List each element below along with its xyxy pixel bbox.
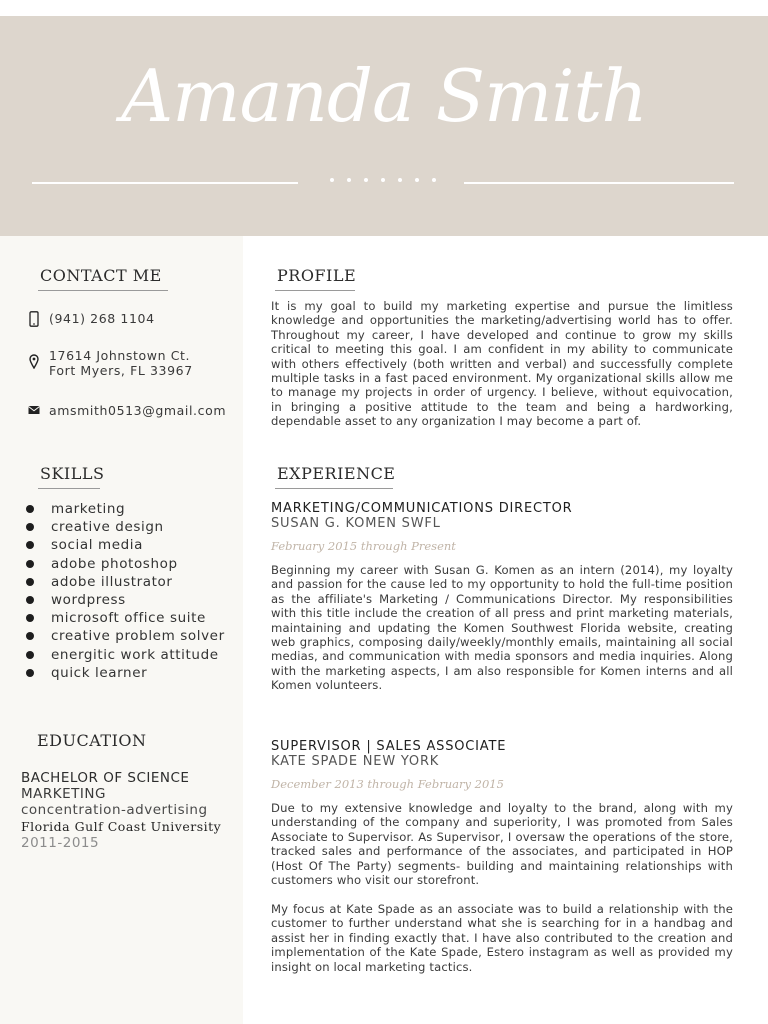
degree: BACHELOR OF SCIENCE <box>21 770 190 786</box>
skill-label: quick learner <box>51 664 148 681</box>
bullet <box>26 614 34 622</box>
concentration: concentration-advertising <box>21 802 208 818</box>
experience-heading-underline <box>275 488 393 489</box>
major: MARKETING <box>21 786 106 802</box>
dot <box>347 178 351 182</box>
dot <box>330 178 334 182</box>
skills-list <box>26 500 225 682</box>
skill-label: creative design <box>51 519 164 536</box>
header-dots <box>330 178 436 182</box>
dot <box>398 178 402 182</box>
bullet <box>26 596 34 604</box>
list-item <box>26 518 225 536</box>
resume-name: Amanda Smith <box>121 54 647 138</box>
contact-heading-underline <box>38 290 168 291</box>
contact-phone <box>27 311 155 331</box>
bullet <box>26 541 34 549</box>
skill-label: wordpress <box>51 592 126 609</box>
contact-address <box>27 348 193 378</box>
profile-paragraph: It is my goal to build my marketing expertise and pursue the limitless knowledge and opportunities the marketing/advertising world has to offer. Throughout my career, I have developed and continue to grow my skills critical to meeting this goal. I am confident in my ability to communicate with others effectively (both written and verbal) and successfully complete multiple tasks in a fast paced environment. My organizational skills allow me to manage my projects in order of urgency. I believe, without equivocation, in bringing a positive attitude to the team and being a hardworking, dependable asset to any organization I may become a part of. <box>271 299 733 429</box>
education-heading: EDUCATION <box>37 731 147 750</box>
email-address: amsmith0513@gmail.com <box>49 403 227 418</box>
list-item <box>26 500 225 518</box>
job-description: Due to my extensive knowledge and loyalty to the brand, along with my understanding of the company and superiority, I was promoted from Sales Associate to Supervisor. As Supervisor, I oversaw the operations of the store, tracked sales and performance of the associates, and participated in HOP (Host Of The Party) segments- building and maintaining relationships with customers who visit our storefront. <box>271 801 733 888</box>
list-item <box>26 536 225 554</box>
contact-heading: CONTACT ME <box>40 266 162 285</box>
skills-heading-underline <box>38 488 100 489</box>
education-block <box>21 770 236 851</box>
bullet <box>26 669 34 677</box>
dot <box>432 178 436 182</box>
skill-label: microsoft office suite <box>51 610 206 627</box>
bullet <box>26 523 34 531</box>
phone-icon <box>27 311 41 331</box>
list-item <box>26 573 225 591</box>
location-pin-icon <box>27 348 41 373</box>
education-years: 2011-2015 <box>21 835 100 851</box>
skill-label: energitic work attitude <box>51 646 219 663</box>
skill-label: adobe illustrator <box>51 573 173 590</box>
bullet <box>26 651 34 659</box>
school-name: Florida Gulf Coast University <box>21 819 222 834</box>
bullet <box>26 578 34 586</box>
bullet <box>26 632 34 640</box>
job-organization: KATE SPADE NEW YORK <box>271 754 440 769</box>
phone-number: (941) 268 1104 <box>49 311 155 326</box>
header-divider-right <box>464 182 734 184</box>
header-banner <box>0 16 768 236</box>
profile-heading: PROFILE <box>277 266 357 285</box>
job-organization: SUSAN G. KOMEN SWFL <box>271 516 441 531</box>
job-dates: February 2015 through Present <box>271 539 456 553</box>
job-description-continued: My focus at Kate Spade as an associate was to build a relationship with the customer to further understand what she is searching for in a handbag and assist her in finding exactly that. I have also contributed to the creation and implementation of the Kate Spade, Estero instagram as well as provided my insight on local marketing tactics. <box>271 902 733 974</box>
bullet <box>26 560 34 568</box>
list-item <box>26 591 225 609</box>
skill-label: adobe photoshop <box>51 555 178 572</box>
profile-heading-underline <box>275 290 355 291</box>
header-divider-left <box>32 182 298 184</box>
list-item <box>26 646 225 664</box>
address-line-1: 17614 Johnstown Ct. <box>49 348 191 363</box>
email-envelope-icon <box>27 403 41 419</box>
address-line-2: Fort Myers, FL 33967 <box>49 363 193 378</box>
skill-label: marketing <box>51 501 126 518</box>
job-description: Beginning my career with Susan G. Komen as an intern (2014), my loyalty and passion for the cause led to my opportunity to hold the full-time position as the affiliate's Marketing / Communications Director. My responsibilities with this title include the creation of all press and print marketing materials, maintaining and updating the Komen Southwest Florida website, creating web graphics, composing daily/weekly/monthly emails, maintaining all social medias, and communication with media sponsors and media inquiries. Along with the marketing aspects, I am also responsible for Komen interns and all Komen volunteers. <box>271 563 733 693</box>
list-item <box>26 627 225 645</box>
bullet <box>26 505 34 513</box>
list-item <box>26 609 225 627</box>
contact-email <box>27 403 226 419</box>
job-title: MARKETING/COMMUNICATIONS DIRECTOR <box>271 501 573 516</box>
dot <box>381 178 385 182</box>
skills-heading: SKILLS <box>40 464 105 483</box>
experience-heading: EXPERIENCE <box>277 464 396 483</box>
skill-label: social media <box>51 537 144 554</box>
dot <box>364 178 368 182</box>
address <box>49 348 193 378</box>
list-item <box>26 664 225 682</box>
list-item <box>26 555 225 573</box>
job-dates: December 2013 through February 2015 <box>271 777 504 791</box>
job-title: SUPERVISOR | SALES ASSOCIATE <box>271 739 507 754</box>
dot <box>415 178 419 182</box>
skill-label: creative problem solver <box>51 628 225 645</box>
